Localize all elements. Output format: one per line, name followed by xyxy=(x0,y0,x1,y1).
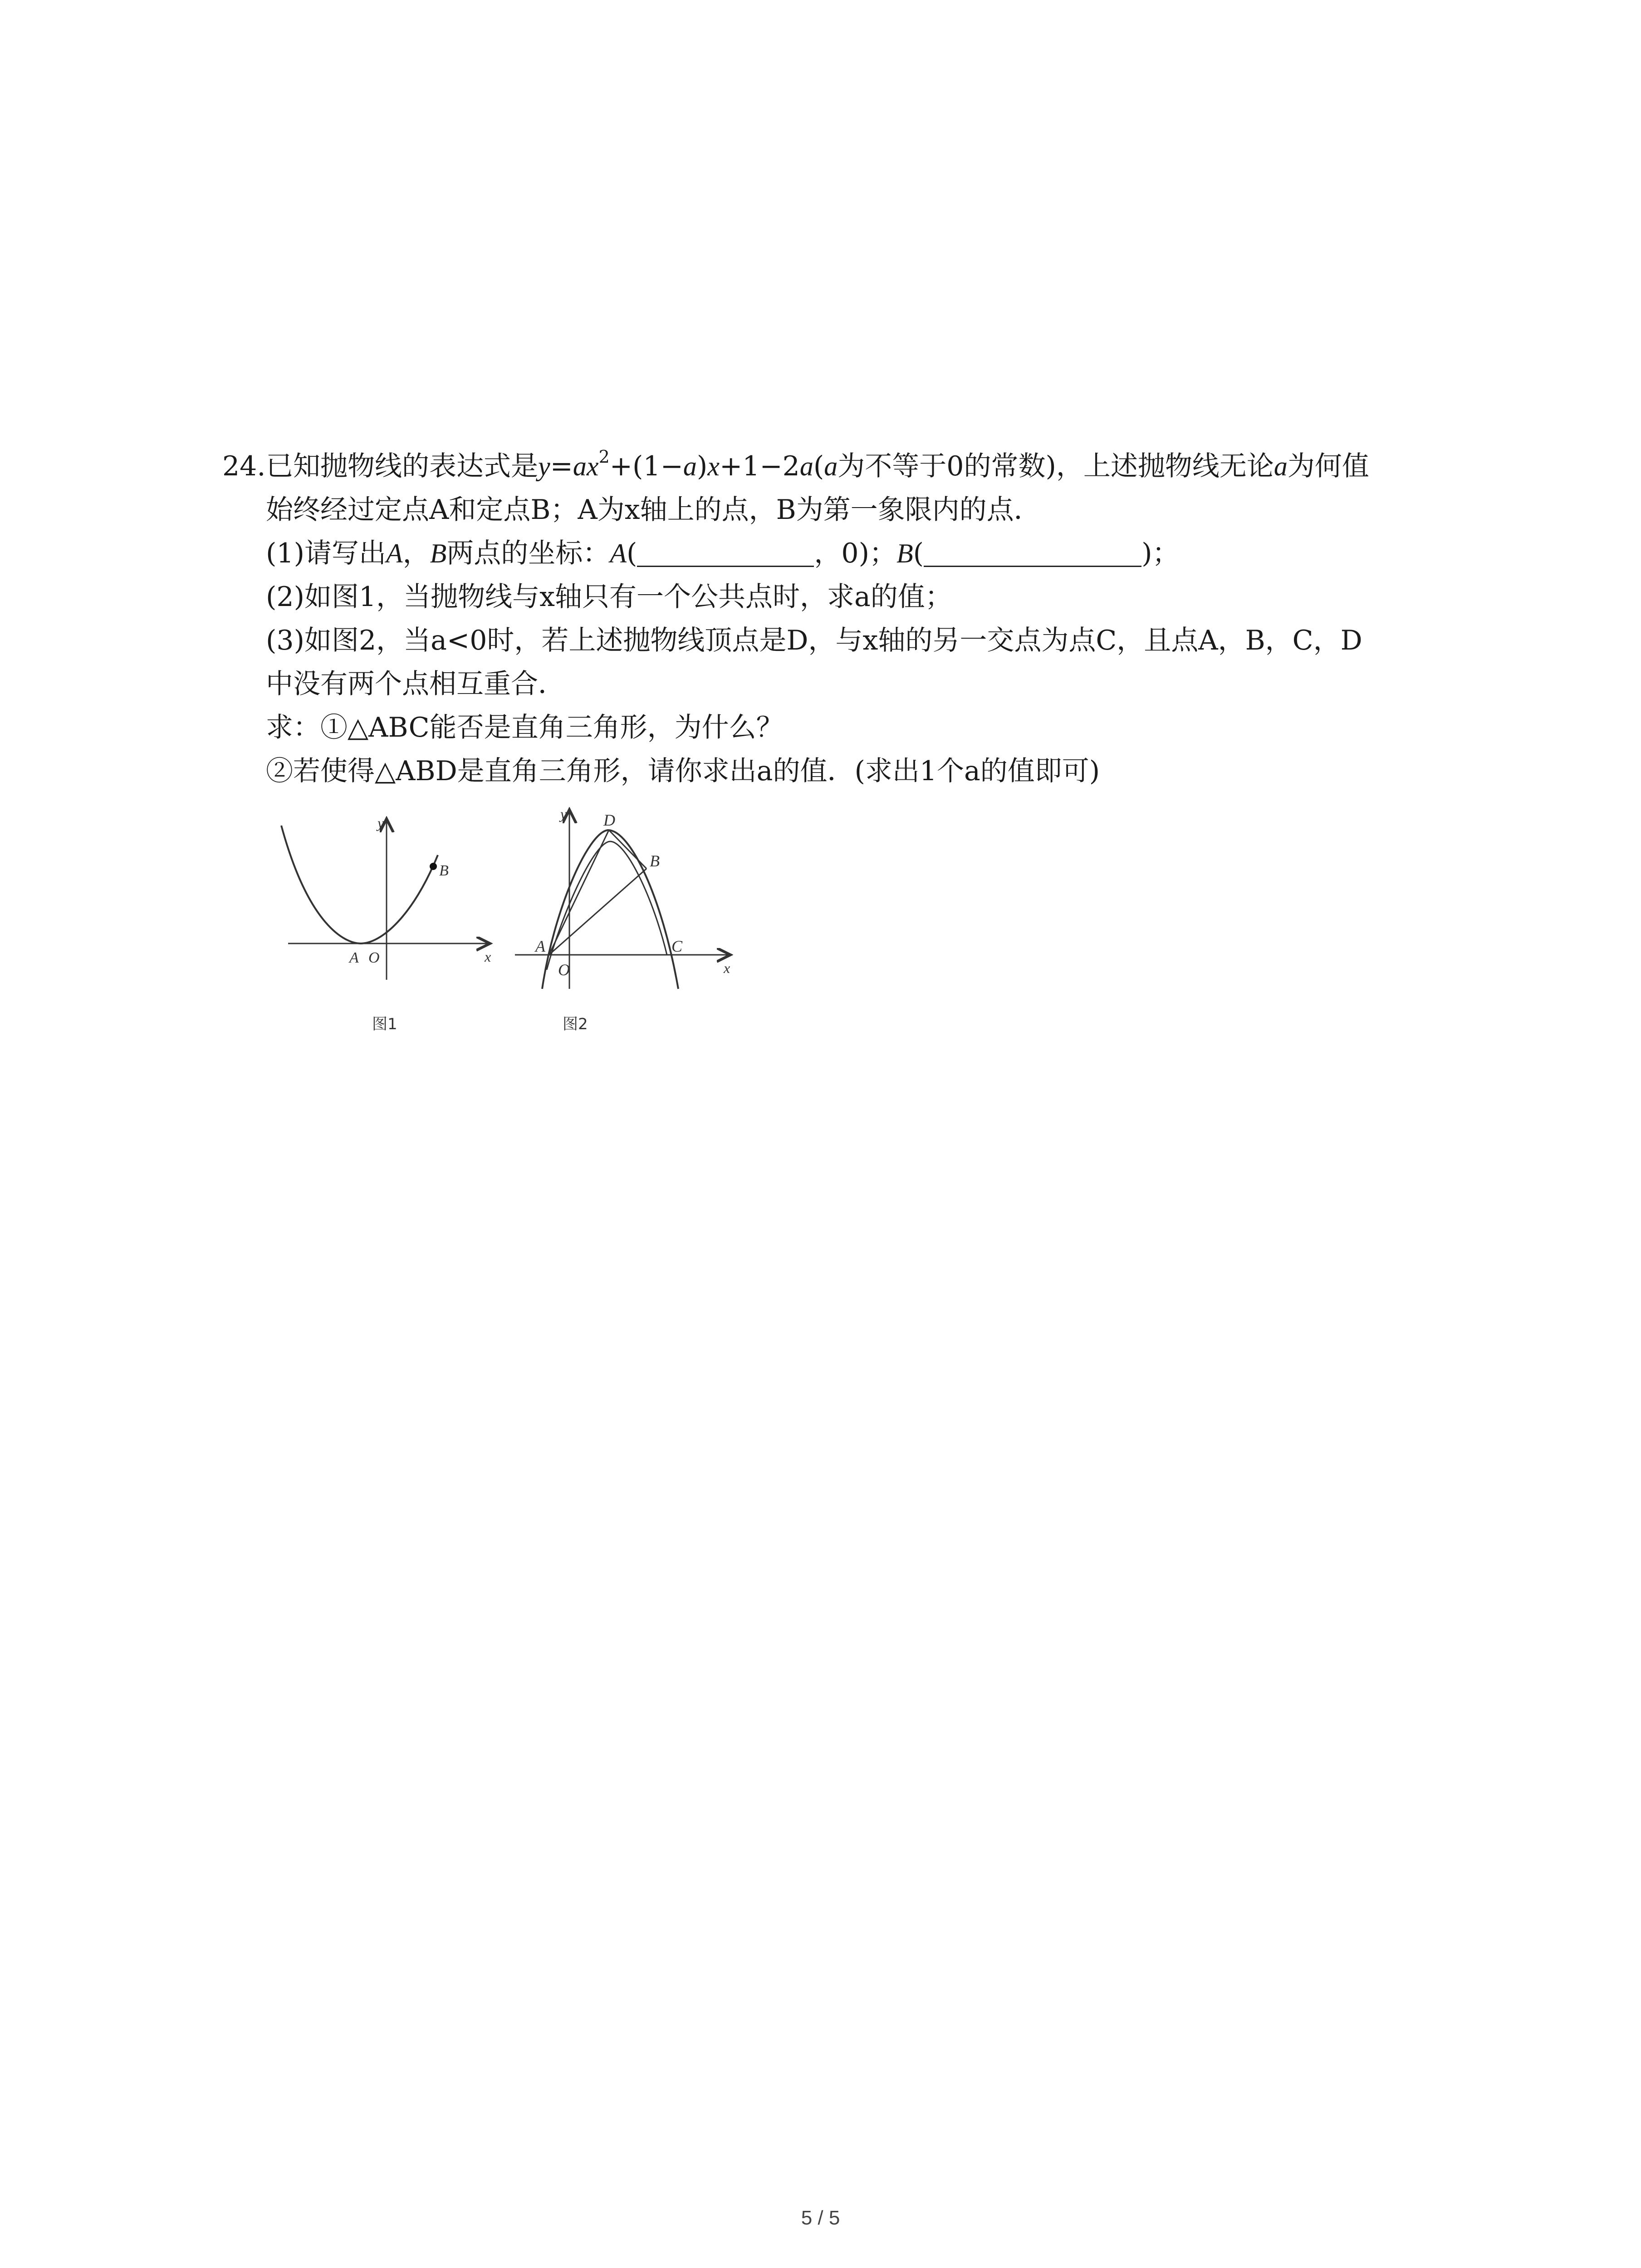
label-o: O xyxy=(558,961,570,979)
part-3-line-2: 中没有两个点相互重合． xyxy=(266,668,565,700)
page-number: 5 / 5 xyxy=(801,2207,840,2229)
part1-mid: 两点的坐标： xyxy=(446,538,610,569)
segment-db xyxy=(609,830,647,869)
answer-blank-a[interactable] xyxy=(637,538,814,567)
label-x: x xyxy=(724,960,730,976)
figure-2-caption: 图2 xyxy=(563,1015,588,1033)
label-o: O xyxy=(368,949,380,966)
label-b: B xyxy=(439,862,449,879)
part1-zero: ，0)； xyxy=(814,538,896,569)
label-d: D xyxy=(603,811,615,829)
figure-1 xyxy=(272,812,499,984)
figure-1-caption: 图1 xyxy=(372,1015,397,1033)
question-24 xyxy=(222,445,1465,793)
part-2: (2)如图1，当抛物线与x轴只有一个公共点时，求a的值； xyxy=(266,581,952,613)
part1-end: )； xyxy=(1141,538,1180,569)
question-stem-line-2: 始终经过定点A和定点B；A为x轴上的点，B为第一象限内的点． xyxy=(266,494,1041,526)
point-b xyxy=(430,863,437,870)
question-stem-line-1: 24.已知抛物线的表达式是$y=ax^2+(1-a)x+1-2a(a$为不等于0的常数)，上述抛物线无论a为何值 xyxy=(222,445,1465,488)
parabola-curve-inner xyxy=(547,841,667,970)
part-1: (1)请写出A，B两点的坐标：A( ，0)；B( )； xyxy=(266,538,1180,569)
ask-1: 求：①△ABC能否是直角三角形，为什么？ xyxy=(266,712,784,743)
label-a: A xyxy=(535,937,545,955)
question-number: 24. xyxy=(222,450,266,482)
part-3-line-1: (3)如图2，当a<0时，若上述抛物线顶点是D，与x轴的另一交点为点C，且点A，B，C，D xyxy=(266,625,1362,656)
label-a: A xyxy=(349,949,359,966)
part1-prefix: (1)请写出 xyxy=(266,538,386,569)
stem-text-2: 为不等于0的常数)，上述抛物线无论 xyxy=(838,450,1274,482)
label-y: y xyxy=(377,815,384,831)
ask-2: ②若使得△ABD是直角三角形，请你求出a的值．(求出1个a的值即可) xyxy=(266,755,1100,787)
label-b: B xyxy=(650,852,660,870)
stem-text-1: 已知抛物线的表达式是 xyxy=(266,450,538,482)
figure-2 xyxy=(504,798,740,1002)
segment-ab xyxy=(549,869,647,955)
answer-blank-b[interactable] xyxy=(924,538,1141,567)
label-x: x xyxy=(485,948,491,965)
label-c: C xyxy=(671,937,683,955)
parabola-curve xyxy=(281,826,438,943)
label-y: y xyxy=(560,806,567,822)
stem-text-3: 为何值 xyxy=(1287,450,1369,482)
segment-ad xyxy=(549,830,609,955)
